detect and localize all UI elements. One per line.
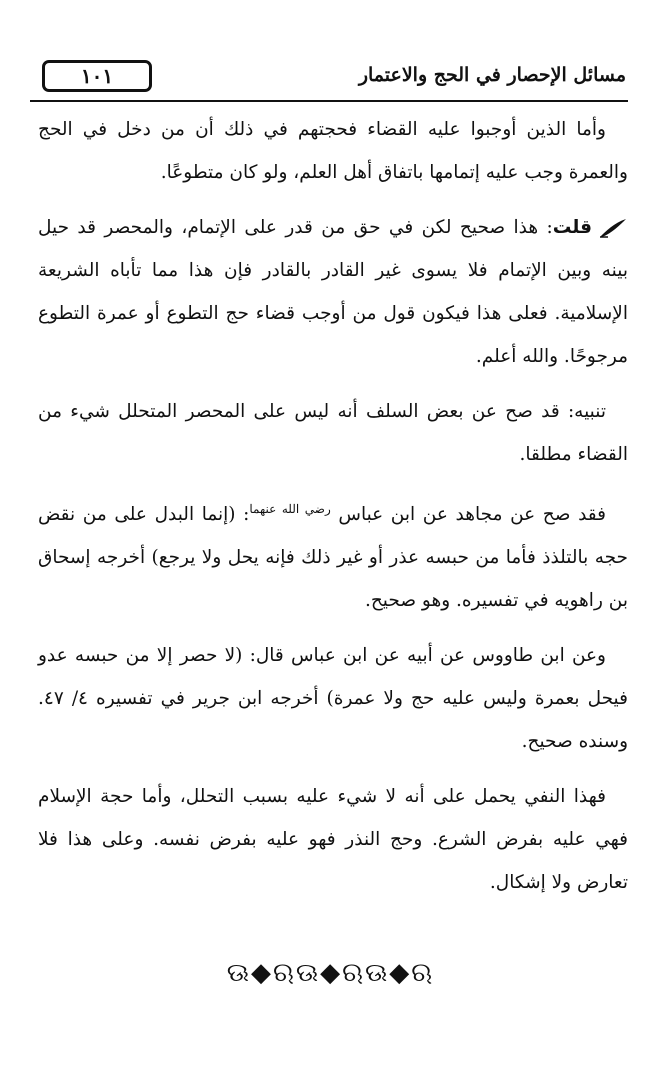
page-header [30, 58, 628, 102]
mujahid-quote: : (إنما البدل على من نقض حجه بالتلذذ فأما من حبسه عذر أو غير ذلك فإنه يحل ولا يرجع) أخرجه إسحاق بن راهويه في تفسيره. وهو صحيح. [38, 504, 628, 612]
quill-pen-icon [598, 217, 628, 239]
paragraph-tanbih: تنبيه: قد صح عن بعض السلف أنه ليس على المحصر المتحلل شيء من القضاء مطلقا. [38, 401, 628, 465]
page-number-box [42, 60, 152, 92]
mujahid-intro: فقد صح عن مجاهد عن ابن عباس [338, 504, 606, 526]
paragraph-1: وأما الذين أوجبوا عليه القضاء فحجتهم في ذلك أن من دخل في الحج والعمرة وجب عليه إتمامها باتفاق أهل العلم، ولو كان متطوعًا. [38, 119, 628, 183]
page-number: ١٠١ [80, 64, 114, 88]
paragraph-tawus: وعن ابن طاووس عن أبيه عن ابن عباس قال: (لا حصر إلا من حبسه عدو فيحل بعمرة وليس عليه حج ولا عمرة) أخرجه ابن جرير في تفسيره ٤/ ٤٧. وسنده صحيح. [38, 645, 628, 753]
running-title: مسائل الإحصار في الحج والاعتمار [358, 64, 626, 86]
honorific-mark: رضي الله عنهما [249, 502, 331, 516]
section-divider-ornament: ଊ◆ଋଊ◆ଋଊ◆ଋ [226, 958, 435, 988]
paragraph-mujahid [38, 488, 628, 622]
page-body [38, 108, 628, 916]
note-label: قلت [552, 217, 592, 238]
note-body: : هذا صحيح لكن في حق من قدر على الإتمام، والمحصر قد حيل بينه وبين الإتمام فلا يسوى غير القادر بالقادر فإن هذا مما تأباه الشريعة الإسلامية. فعلى هذا فيكون قول من أوجب قضاء حج التطوع أو عمرة التطوع مرجوحًا. والله أعلم. [38, 217, 628, 367]
paragraph-conclusion: فهذا النفي يحمل على أنه لا شيء عليه بسبب التحلل، وأما حجة الإسلام فهي عليه بفرض الشرع. وحج النذر فهو عليه بفرض نفسه. وعلى هذا فلا تعارض ولا إشكال. [38, 786, 628, 894]
paragraph-note [38, 206, 628, 378]
